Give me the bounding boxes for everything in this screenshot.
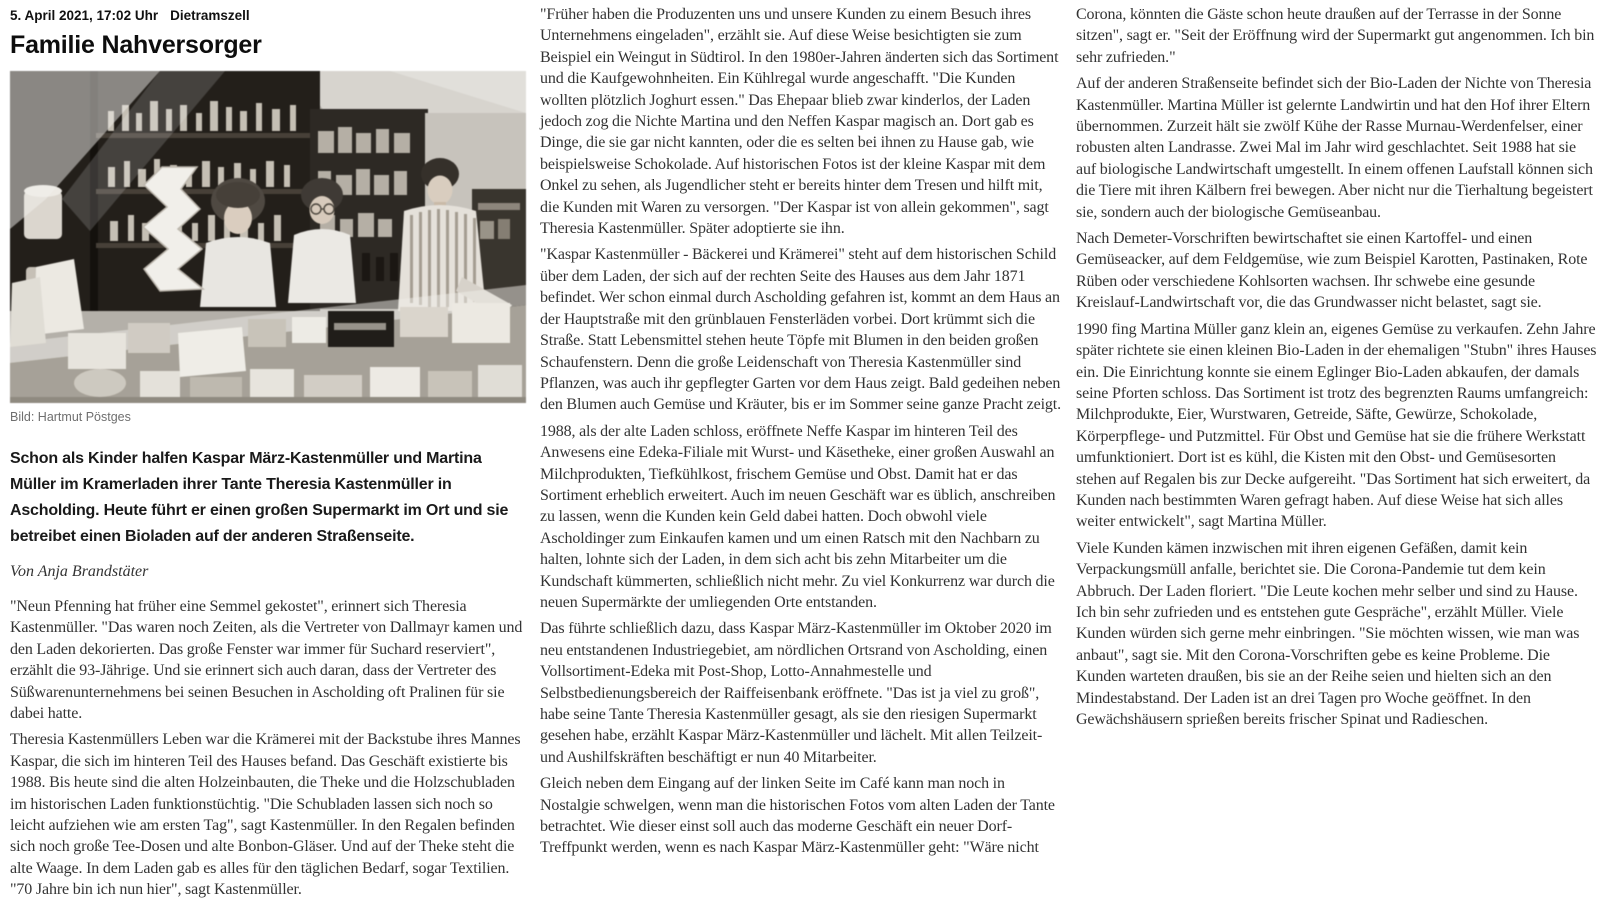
article-paragraph: Auf der anderen Straßenseite befindet sich der Bio-Laden der Nichte von Theresia Kastenmüller. Martina Müller ist gelernte Landwirtin und hat den Hof ihrer Eltern übernommen. Zurzeit hält sie zwölf Kühe der Rasse Murnau-Werdenfelser, einer robusten alten Landrasse. Zwei Mal im Jahr wird geschlachtet. Seit 1988 hat sie auf biologische Landwirtschaft umgestellt. In einem offenen Laufstall können sich die Tiere mit ihren Kälbern frei bewegen. Aber nicht nur die Tierhaltung begeistert sie, sondern auch der biologische Gemüseanbau. — [1076, 75, 1593, 221]
article-paragraph: "Früher haben die Produzenten uns und unsere Kunden zu einem Besuch ihres Unternehmens eingeladen", erzählt sie. Auf diese Weise besichtigten sie zum Beispiel ein Weingut in Südtirol. In den 1980er-Jahren änderten sich das Sortiment und die Kaufgewohnheiten. Ein Kühlregal wurde angeschafft. "Die Kunden wollten plötzlich Joghurt essen." Das Ehepaar blieb zwar kinderlos, der Laden jedoch zog die Nichte Martina und den Neffen Kaspar magisch an. Dort gab es Dinge, die sie gar nicht kannten, oder die es selten bei ihnen zu Hause gab, wie beispielsweise Schokolade. Auf historischen Fotos ist der kleine Kaspar mit dem Onkel zu sehen, als Jugendlicher steht er bereits hinter dem Tresen und hilft mit, die Kunden mit Waren zu versorgen. "Der Kaspar ist von allein gekommen", sagt Theresia Kastenmüller. Später adoptierte sie ihn. — [540, 6, 1059, 238]
column-1 — [10, 0, 526, 902]
photo-caption: Bild: Hartmut Pöstges — [10, 410, 131, 424]
article-photo — [10, 71, 526, 403]
date-text: 5. April 2021, 17:02 Uhr — [10, 8, 159, 23]
article-paragraph: 1988, als der alte Laden schloss, eröffnete Neffe Kaspar im hinteren Teil des Anwesens eine Edeka-Filiale mit Wurst- und Käsetheke, einer großen Auswahl an Milchprodukten, Tiefkühlkost, frischem Gemüse und Obst. Damit hat er das Sortiment erheblich erweitert. Auch im neuen Geschäft war es üblich, anschreiben zu lassen, wenn die Kunden kein Geld dabei hatten. Doch obwohl viele Ascholdinger zum Einkaufen kamen und um einen Ratsch mit den Nachbarn zu halten, lohnte sich der Laden, in dem sich acht bis zehn Mitarbeiter um die Kundschaft kümmerten, schließlich nicht mehr. Zu viel Konkurrenz war durch die neuen Supermärkte der umliegenden Orte entstanden. — [540, 422, 1056, 611]
article-title: Familie Nahversorger — [10, 31, 262, 59]
article-paragraph: Nach Demeter-Vorschriften bewirtschaftet sie einen Kartoffel- und einen Gemüseacker, auf dem Feldgemüse, wie zum Beispiel Karotten, Pastinaken, Rote Rüben oder verschiedene Kohlsorten wachsen. Ihr schwebe eine gesunde Kreislauf-Landwirtschaft vor, die das Grundwasser nicht belastet, sagt sie. — [1076, 230, 1588, 312]
article-paragraph: Theresia Kastenmüllers Leben war die Krämerei mit der Backstube ihres Mannes Kaspar, die sich im hinteren Teil des Hauses befand. Das Geschäft existierte bis 1988. Bis heute sind die alten Holzeinbauten, die Theke und die Holzschubladen im historischen Laden funktionstüchtig. "Die Schubladen lassen sich noch so leicht aufziehen wie am ersten Tag", sagt Kastenmüller. In den Regalen befinden sich noch große Tee-Dosen und alte Bonbon-Gläser. Und auf der Theke steht die alte Waage. In dem Laden gab es alles für den täglichen Bedarf, sogar Textilien. "70 Jahre bin ich nun hier", sagt Kastenmüller. — [10, 731, 521, 899]
column-3 — [1076, 0, 1598, 735]
article-lead: Schon als Kinder halfen Kaspar März-Kastenmüller und Martina Müller im Kramerladen ihrer Tante Theresia Kastenmüller in Ascholding. Heute führt er einen großen Supermarkt im Ort und sie betreibet einen Bioladen auf der anderen Straßenseite. — [10, 450, 509, 545]
article-paragraph: Gleich neben dem Eingang auf der linken Seite im Café kann man noch in Nostalgie schwelgen, wenn man die historischen Fotos vom alten Laden der Tante betrachtet. Wie dieser einst soll auch das moderne Geschäft ein neuer Dorf-Treffpunkt werden, wenn es nach Kaspar März-Kastenmüller geht: "Wäre nicht — [540, 775, 1055, 857]
column-2 — [540, 0, 1064, 864]
photo-person-left — [200, 178, 276, 307]
article-paragraph: Viele Kunden kämen inzwischen mit ihren eigenen Gefäßen, damit kein Verpackungsmüll anfalle, berichtet sie. Die Corona-Pandemie tut dem kein Abbruch. Der Laden floriert. "Die Leute kochen mehr selber und sind zu Hause. Ich bin sehr zufrieden und es entstehen gute Gespräche", erzählt Müller. Viele Kunden würden sich gerne mehr einbringen. "Sie möchten wissen, wie man was anbaut", sagt sie. Mit den Corona-Vorschriften gebe es keine Probleme. Die Kunden warteten draußen, bis sie an der Reihe seien und hielten sich an den Mindestabstand. Der Laden ist an drei Tagen pro Woche geöffnet. In den Gewächshäusern sprießen bereits frischer Spinat und Radieschen. — [1076, 539, 1580, 728]
location-tag: Dietramszell — [170, 8, 250, 23]
article-paragraph: "Neun Pfenning hat früher eine Semmel gekostet", erinnert sich Theresia Kastenmüller. "Das waren noch Zeiten, als die Vertreter von Dallmayr kamen und den Laden dekorierten. Das große Fenster war immer für Suchard reserviert", erzählt die 93-Jährige. Und sie erinnert sich auch daran, dass der Vertreter des Süßwarenunternehmens bei seinen Besuchen in Ascholding oft Pralinen für sie dabei hatte. — [10, 598, 523, 723]
article-paragraph: Das führte schließlich dazu, dass Kaspar März-Kastenmüller im Oktober 2020 im neu entstandenen Industriegebiet, am nördlichen Ortsrand von Ascholding, einen Vollsortiment-Edeka mit Post-Shop, Lotto-Annahmestelle und Selbstbedienungsbereich der Raiffeisenbank eröffnete. "Das ist ja viel zu groß", habe seine Tante Theresia Kastenmüller gesagt, als sie den riesigen Supermarkt gesehen habe, erzählt Kaspar März-Kastenmüller und lächelt. Mit allen Teilzeit- und Aushilfskräften beschäftigt er nun 40 Mitarbeiter. — [540, 620, 1052, 766]
article-byline: Von Anja Brandstäter — [10, 563, 149, 580]
article-paragraph: 1990 fing Martina Müller ganz klein an, eigenes Gemüse zu verkaufen. Zehn Jahre später richtete sie einen kleinen Bio-Laden in der ehemaligen "Stubn" ihres Hauses ein. Die Einrichtung konnte sie einem Eglinger Bio-Laden abkaufen, der damals seine Pforten schloss. Das Sortiment ist trotz des begrenzten Raums umfangreich: Milchprodukte, Eier, Wurstwaren, Getreide, Säfte, Gewürze, Schokolade, Körperpflege- und Putzmittel. Für Obst und Gemüse hat sie die frühere Werkstatt umfunktioniert. Dort ist es kühl, die Kisten mit den Obst- und Gemüsesorten stehen auf Regalen bis zur Decke aufgereiht. "Das Sortiment hat sich erweitert, da Kunden nach bestimmten Waren gefragt haben. Auf diese Weise hat sich alles weiter entwickelt", sagt Martina Müller. — [1076, 320, 1597, 531]
article-photo-figure — [10, 71, 526, 425]
article-paragraph: "Kaspar Kastenmüller - Bäckerei und Krämerei" steht auf dem historischen Schild über dem Laden, der sich auf der rechten Seite des Hauses aus dem Jahr 1871 befindet. Wer schon einmal durch Ascholding gefahren ist, kommt an dem Haus an der Hauptstraße mit den grünblauen Fensterläden vorbei. Dort krümmt sich die Straße. Statt Lebensmittel stehen heute Töpfe mit Blumen in den beiden großen Schaufenstern. Denn die große Leidenschaft von Theresia Kastenmüller sind Pflanzen, was auch ihr gepflegter Garten vor dem Haus zeigt. Bald gedeihen neben den Blumen auch Gemüse und Kräuter, bis er im Sommer seine ganze Pracht zeigt. — [540, 246, 1062, 414]
article-paragraph: Corona, könnten die Gäste schon heute draußen auf der Terrasse in der Sonne sitzen", sagt er. "Seit der Eröffnung wird der Supermarkt gut angenommen. Ich bin sehr zufrieden." — [1076, 6, 1595, 66]
date-line — [10, 0, 526, 23]
